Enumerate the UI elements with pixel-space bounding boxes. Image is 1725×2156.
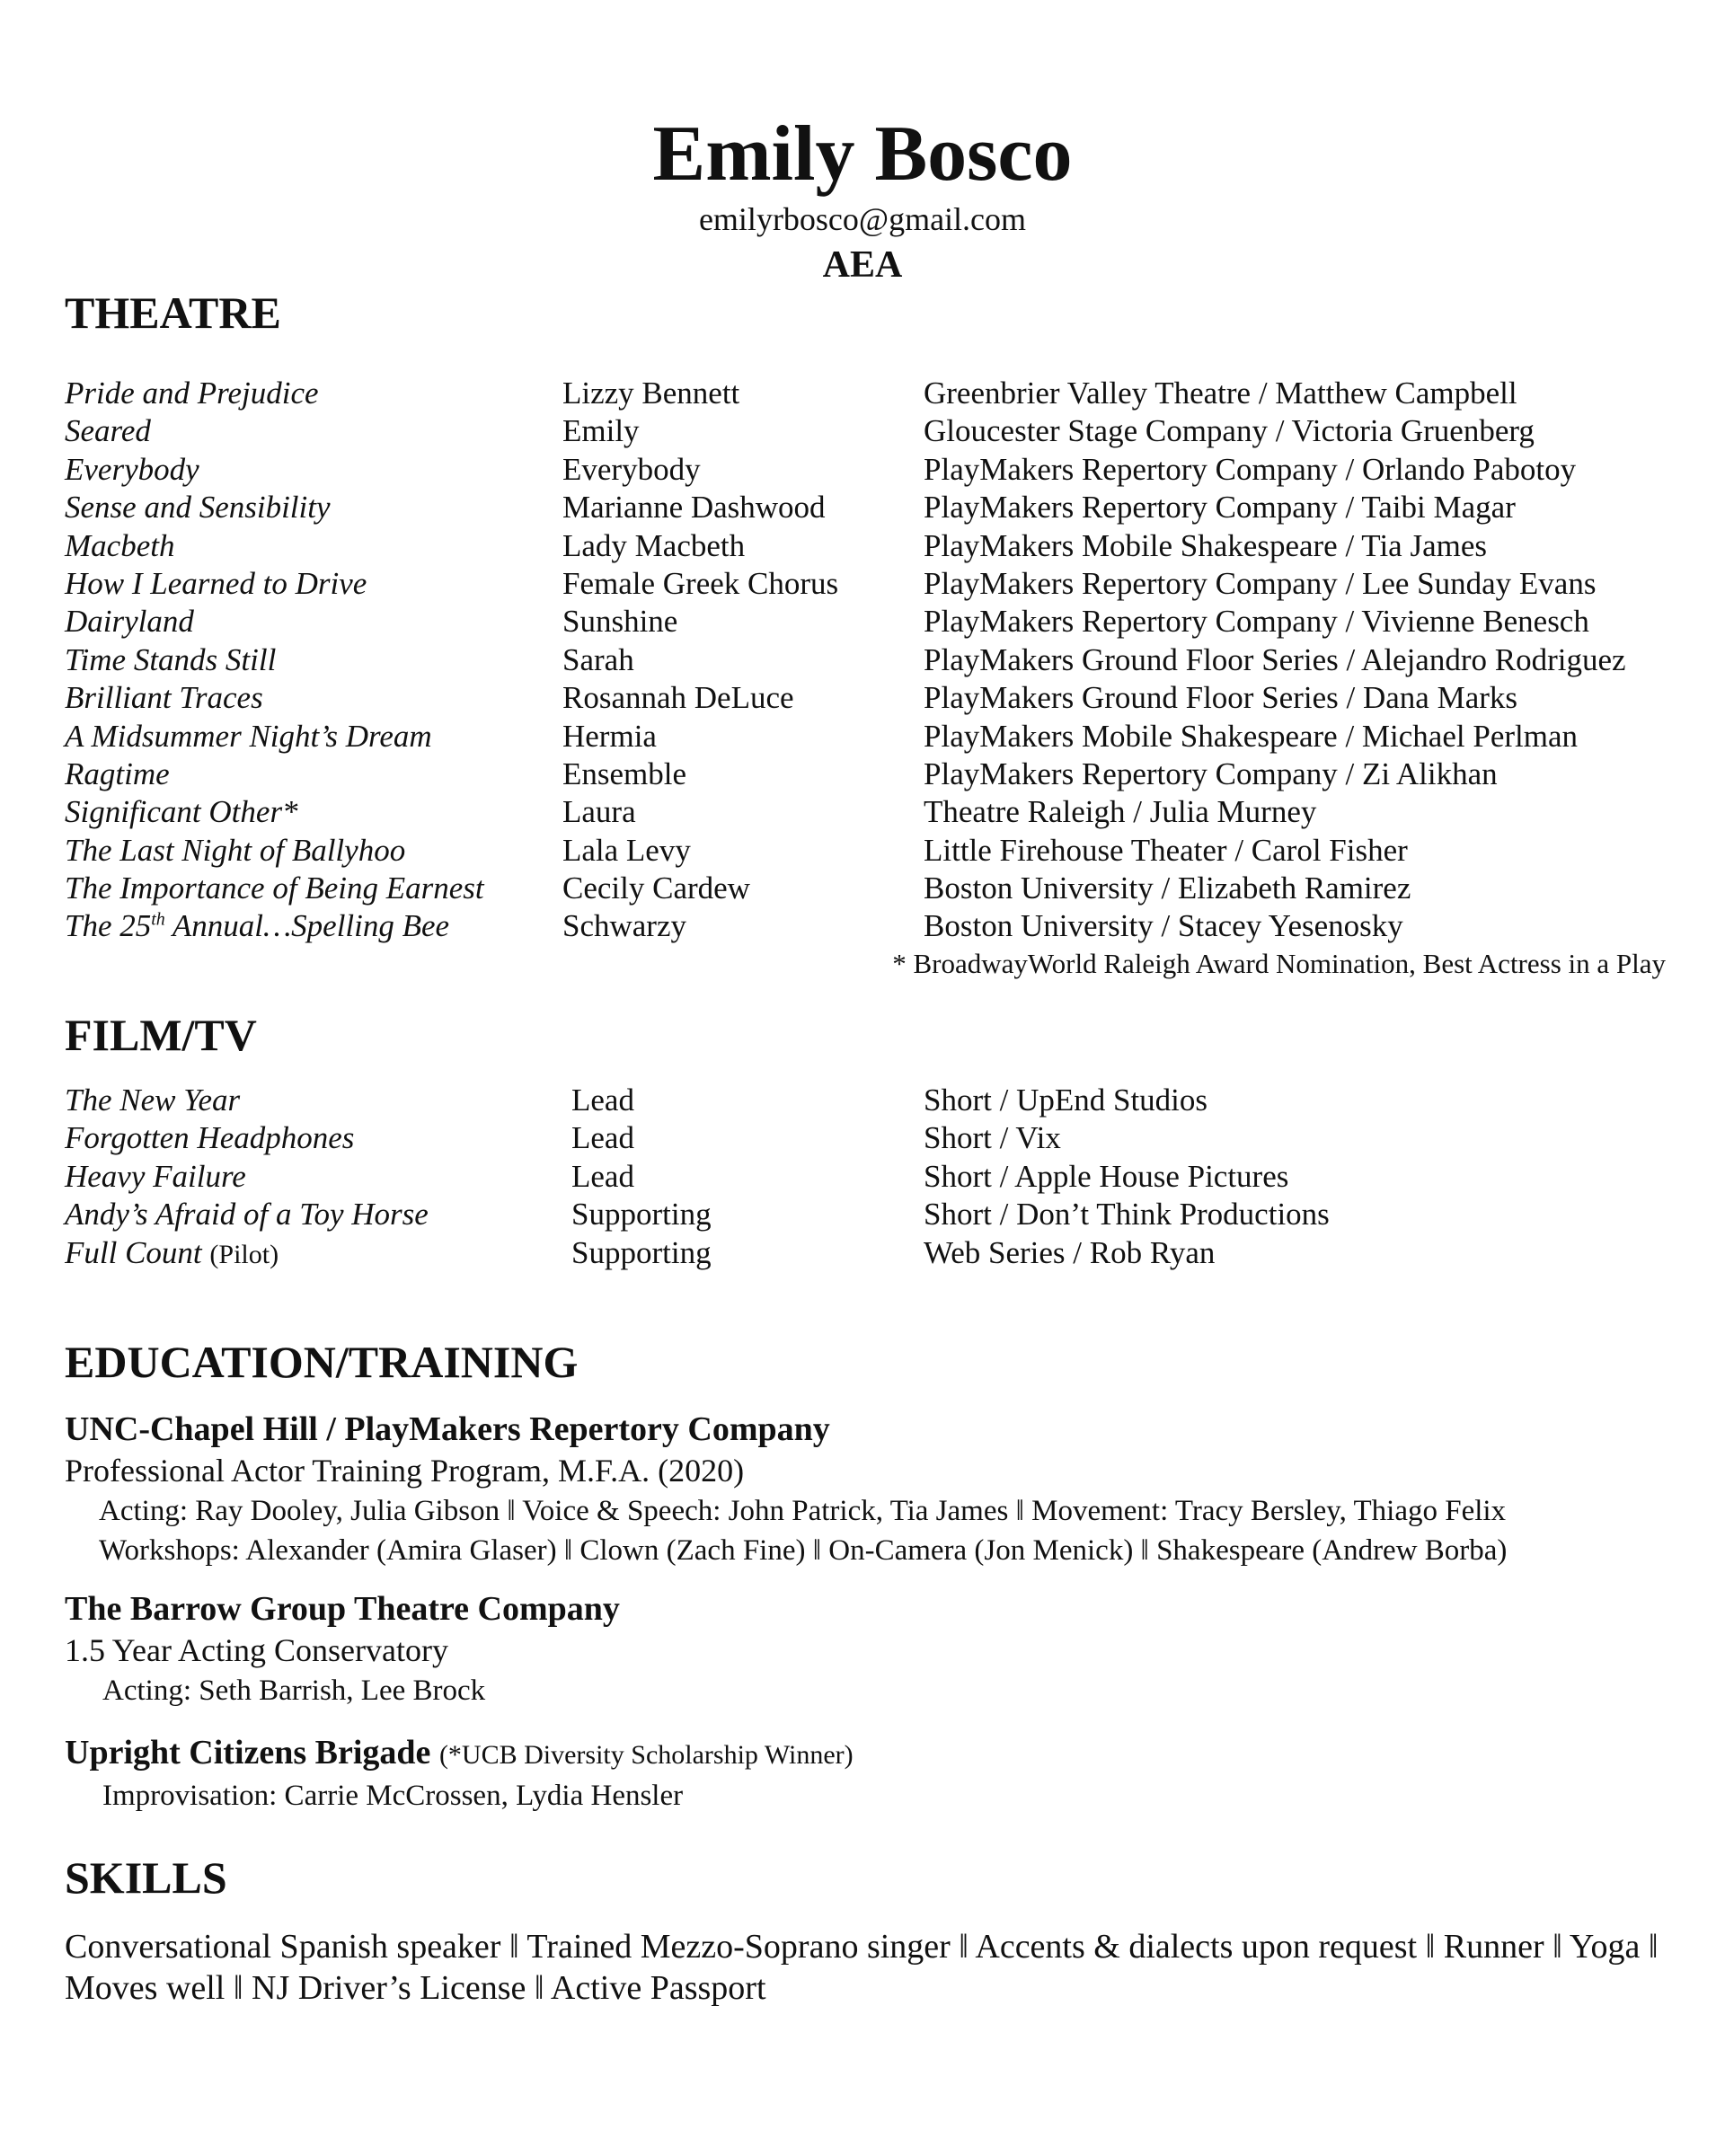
skills-section-title: SKILLS <box>65 1852 227 1903</box>
credit-row <box>65 1082 1682 1119</box>
credit-row <box>65 527 1682 565</box>
credit-row <box>65 718 1682 755</box>
credit-venue: Short / Apple House Pictures <box>924 1158 1289 1194</box>
actor-name: Emily Bosco <box>652 110 1073 198</box>
credit-role: Marianne Dashwood <box>562 490 826 526</box>
credit-title: Pride and Prejudice <box>65 376 319 411</box>
credit-venue: Gloucester Stage Company / Victoria Gruenberg <box>924 413 1535 449</box>
credit-venue: PlayMakers Ground Floor Series / Dana Marks <box>924 680 1518 716</box>
credit-venue: PlayMakers Repertory Company / Lee Sunday Evans <box>924 565 1597 601</box>
film-section-title: FILM/TV <box>65 1010 257 1060</box>
credit-venue: PlayMakers Repertory Company / Taibi Magar <box>924 490 1516 526</box>
credit-role: Rosannah DeLuce <box>562 680 794 716</box>
credit-title: How I Learned to Drive <box>65 565 367 601</box>
credit-title: Heavy Failure <box>65 1158 246 1194</box>
credit-title: The Importance of Being Earnest <box>65 870 484 906</box>
credit-venue: Short / Vix <box>924 1120 1061 1156</box>
credit-title: Brilliant Traces <box>65 680 263 716</box>
credit-role: Female Greek Chorus <box>562 565 839 601</box>
skills-text: Conversational Spanish speaker ‖ Trained Mezzo-Soprano singer ‖ Accents & dialects upon request ‖ Runner ‖ Yoga ‖ Moves well ‖ NJ Driver’s License ‖ Active Passport <box>65 1928 1659 2007</box>
credit-row <box>65 451 1682 489</box>
credit-venue: PlayMakers Ground Floor Series / Alejandro Rodriguez <box>924 641 1626 677</box>
training-detail: Acting: Ray Dooley, Julia Gibson ‖ Voice & Speech: John Patrick, Tia James ‖ Movement: Tracy Bersley, Thiago Felix <box>99 1495 1507 1527</box>
credit-row <box>65 603 1682 641</box>
credit-venue: PlayMakers Repertory Company / Vivienne Benesch <box>924 604 1589 640</box>
credit-row <box>65 1158 1682 1196</box>
credit-title: Sense and Sensibility <box>65 490 331 526</box>
credit-role: Cecily Cardew <box>562 870 750 906</box>
credit-title: Significant Other* <box>65 794 298 830</box>
credit-row <box>65 1234 1682 1272</box>
credit-row <box>65 832 1682 870</box>
credit-role: Laura <box>562 794 636 830</box>
credit-role: Lala Levy <box>562 832 691 868</box>
credit-title: Time Stands Still <box>65 641 277 677</box>
program-name: Professional Actor Training Program, M.F.A. (2020) <box>65 1453 745 1489</box>
credit-title: Everybody <box>65 451 199 487</box>
email-address: emilyrbosco@gmail.com <box>698 201 1027 237</box>
credit-title: Andy’s Afraid of a Toy Horse <box>65 1197 429 1233</box>
credit-row <box>65 412 1682 450</box>
education-entry-barrow <box>65 1588 1700 1710</box>
training-detail: Improvisation: Carrie McCrossen, Lydia Hensler <box>102 1780 684 1812</box>
credit-venue: PlayMakers Repertory Company / Zi Alikhan <box>924 755 1498 791</box>
credit-title: Seared <box>65 413 151 449</box>
credit-row <box>65 679 1682 717</box>
credit-row <box>65 870 1682 907</box>
credit-row <box>65 489 1682 526</box>
union-affiliation: AEA <box>822 244 903 286</box>
theatre-credits-list <box>65 375 1682 946</box>
credit-role: Sunshine <box>562 604 678 640</box>
credit-title: The New Year <box>65 1082 241 1118</box>
credit-title: Dairyland <box>65 604 194 640</box>
credit-role: Supporting <box>571 1197 712 1233</box>
credit-title: Macbeth <box>65 527 175 563</box>
credit-role: Hermia <box>562 718 657 754</box>
credit-title: Forgotten Headphones <box>65 1120 355 1156</box>
credit-role: Emily <box>562 413 640 449</box>
credit-venue: Short / UpEnd Studios <box>924 1082 1208 1118</box>
program-name: 1.5 Year Acting Conservatory <box>65 1632 448 1668</box>
credit-title: A Midsummer Night’s Dream <box>65 718 432 754</box>
credit-row <box>65 565 1682 603</box>
credit-venue: PlayMakers Mobile Shakespeare / Michael Perlman <box>924 718 1578 754</box>
school-name: The Barrow Group Theatre Company <box>65 1590 620 1628</box>
credit-role: Ensemble <box>562 755 687 791</box>
school-name: Upright Citizens Brigade (*UCB Diversity Scholarship Winner) <box>65 1734 854 1772</box>
credit-role: Lead <box>571 1082 634 1118</box>
training-detail: Acting: Seth Barrish, Lee Brock <box>102 1674 486 1707</box>
credit-role: Lead <box>571 1158 634 1194</box>
credit-row <box>65 907 1682 945</box>
training-detail: Workshops: Alexander (Amira Glaser) ‖ Clown (Zach Fine) ‖ On-Camera (Jon Menick) ‖ Shakespeare (Andrew Borba) <box>99 1534 1508 1567</box>
credit-role: Lady Macbeth <box>562 527 746 563</box>
credit-title: The Last Night of Ballyhoo <box>65 832 406 868</box>
education-entry-unc <box>65 1409 1700 1570</box>
award-footnote: * BroadwayWorld Raleigh Award Nomination, Best Actress in a Play <box>892 948 1666 979</box>
scholarship-note: (*UCB Diversity Scholarship Winner) <box>438 1740 854 1770</box>
education-section-title: EDUCATION/TRAINING <box>65 1337 579 1387</box>
credit-title: The 25th Annual…Spelling Bee <box>65 908 450 944</box>
credit-venue: Web Series / Rob Ryan <box>924 1234 1216 1270</box>
school-name: UNC-Chapel Hill / PlayMakers Repertory Company <box>65 1410 830 1448</box>
credit-row <box>65 641 1682 679</box>
credit-venue: Little Firehouse Theater / Carol Fisher <box>924 832 1408 868</box>
credit-row <box>65 1196 1682 1233</box>
credit-venue: PlayMakers Repertory Company / Orlando Pabotoy <box>924 451 1577 487</box>
theatre-section-title: THEATRE <box>65 287 281 338</box>
credit-role: Supporting <box>571 1234 712 1270</box>
credit-row <box>65 755 1682 793</box>
credit-role: Schwarzy <box>562 908 687 944</box>
credit-venue: Greenbrier Valley Theatre / Matthew Campbell <box>924 376 1517 411</box>
credit-row <box>65 375 1682 412</box>
credit-role: Lead <box>571 1120 634 1156</box>
credit-venue: Short / Don’t Think Productions <box>924 1197 1330 1233</box>
credit-row <box>65 1119 1682 1157</box>
credit-venue: Boston University / Elizabeth Ramirez <box>924 870 1411 906</box>
credit-role: Everybody <box>562 451 701 487</box>
credit-role: Sarah <box>562 641 634 677</box>
credit-venue: Boston University / Stacey Yesenosky <box>924 908 1403 944</box>
credit-venue: PlayMakers Mobile Shakespeare / Tia James <box>924 527 1487 563</box>
credit-title: Ragtime <box>65 755 170 791</box>
credit-venue: Theatre Raleigh / Julia Murney <box>924 794 1317 830</box>
credit-row <box>65 793 1682 831</box>
education-entry-ucb <box>65 1732 1700 1816</box>
credit-title: Full Count (Pilot) <box>65 1234 279 1270</box>
film-credits-list <box>65 1082 1682 1272</box>
credit-role: Lizzy Bennett <box>562 376 740 411</box>
